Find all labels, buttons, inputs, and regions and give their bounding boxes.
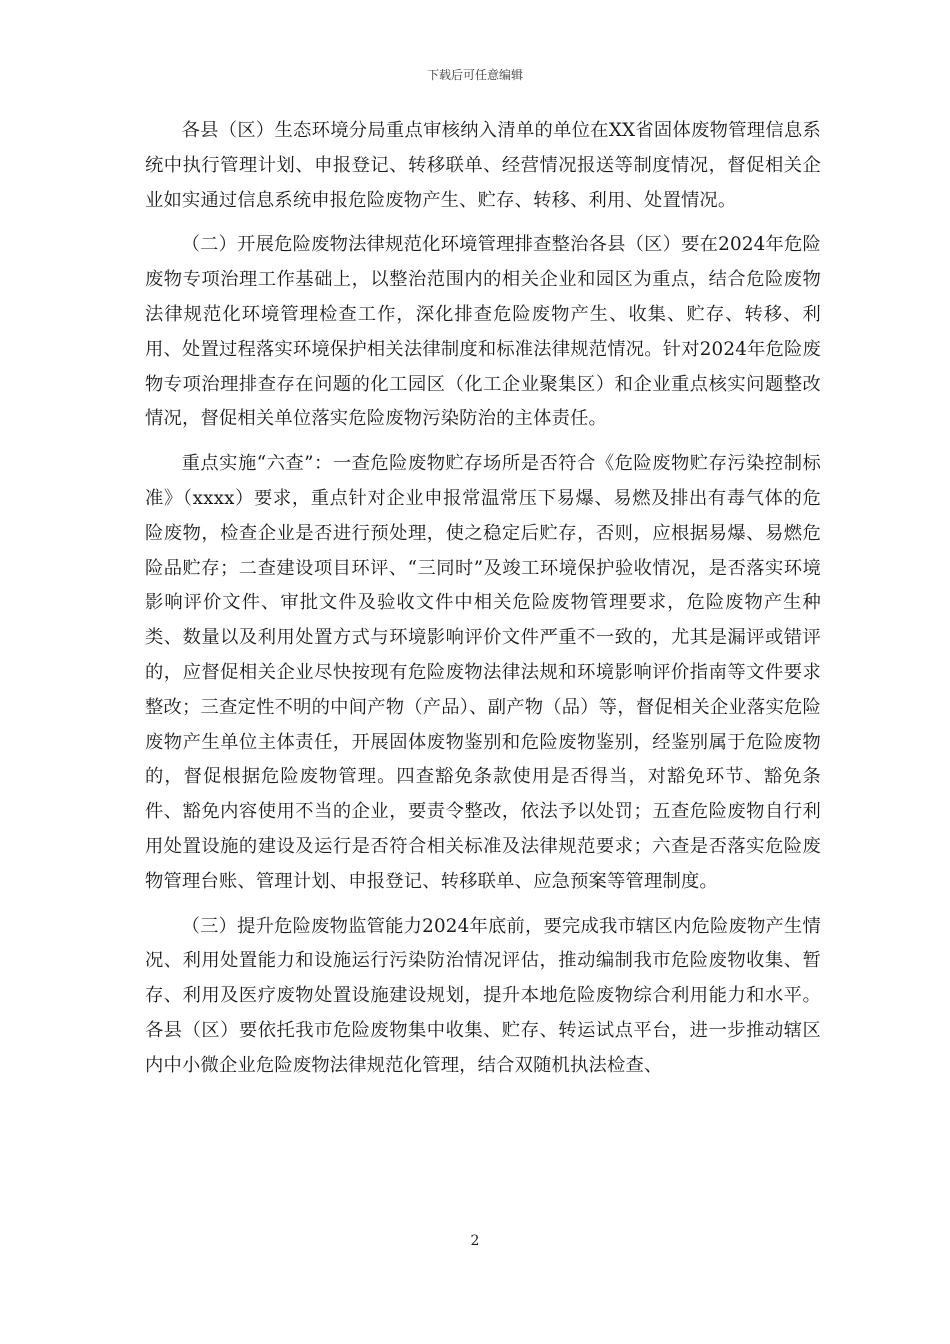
paragraph-six-checks: 重点实施“六查”：一查危险废物贮存场所是否符合《危险废物贮存污染控制标准》（xxxx）要求，重点针对企业申报常温常压下易爆、易燃及排出有毒气体的危险废物，检查企业是否进行预处理，使之稳定后贮存，否则，应根据易爆、易燃危险品贮存；二查建设项目环评、“三同时”及竣工环境保护验收情况，是否落实环境影响评价文件、审批文件及验收文件中相关危险废物管理要求，危险废物产生种类、数量以及利用处置方式与环境影响评价文件严重不一致的，尤其是漏评或错评的，应督促相关企业尽快按现有危险废物法律法规和环境影响评价指南等文件要求整改；三查定性不明的中间产物（产品）、副产物（品）等，督促相关企业落实危险废物产生单位主体责任，开展固体废物鉴别和危险废物鉴别，经鉴别属于危险废物的，督促根据危险废物管理。四查豁免条款使用是否得当，对豁免环节、豁免条件、豁免内容使用不当的企业，要责令整改，依法予以处罚；五查危险废物自行利用处置设施的建设及运行是否符合相关标准及法律规范要求；六查是否落实危险废物管理台账、管理计划、申报登记、转移联单、应急预案等管理制度。	[145, 453, 821, 892]
paragraph-section-three: （三）提升危险废物监管能力2024年底前，要完成我市辖区内危险废物产生情况、利用处置能力和设施运行污染防治情况评估，推动编制我市危险废物收集、暂存、利用及医疗废物处置设施建设规划，提升本地危险废物综合利用能力和水平。各县（区）要依托我市危险废物集中收集、贮存、转运试点平台，进一步推动辖区内中小微企业危险废物法律规范化管理，结合双随机执法检查、	[145, 915, 821, 1076]
document-body	[145, 114, 821, 1084]
page-header-note: 下载后可任意编辑	[426, 68, 523, 82]
paragraph-system-review: 各县（区）生态环境分局重点审核纳入清单的单位在XX省固体废物管理信息系统中执行管理计划、申报登记、转移联单、经营情况报送等制度情况，督促相关企业如实通过信息系统申报危险废物产生、贮存、转移、利用、处置情况。	[145, 120, 821, 211]
page-number: 2	[470, 1233, 480, 1249]
paragraph-section-two: （二）开展危险废物法律规范化环境管理排查整治各县（区）要在2024年危险废物专项治理工作基础上，以整治范围内的相关企业和园区为重点，结合危险废物法律规范化环境管理检查工作，深化排查危险废物产生、收集、贮存、转移、利用、处置过程落实环境保护相关法律制度和标准法律规范情况。针对2024年危险废物专项治理排查存在问题的化工园区（化工企业聚集区）和企业重点核实问题整改情况，督促相关单位落实危险废物污染防治的主体责任。	[145, 234, 821, 430]
